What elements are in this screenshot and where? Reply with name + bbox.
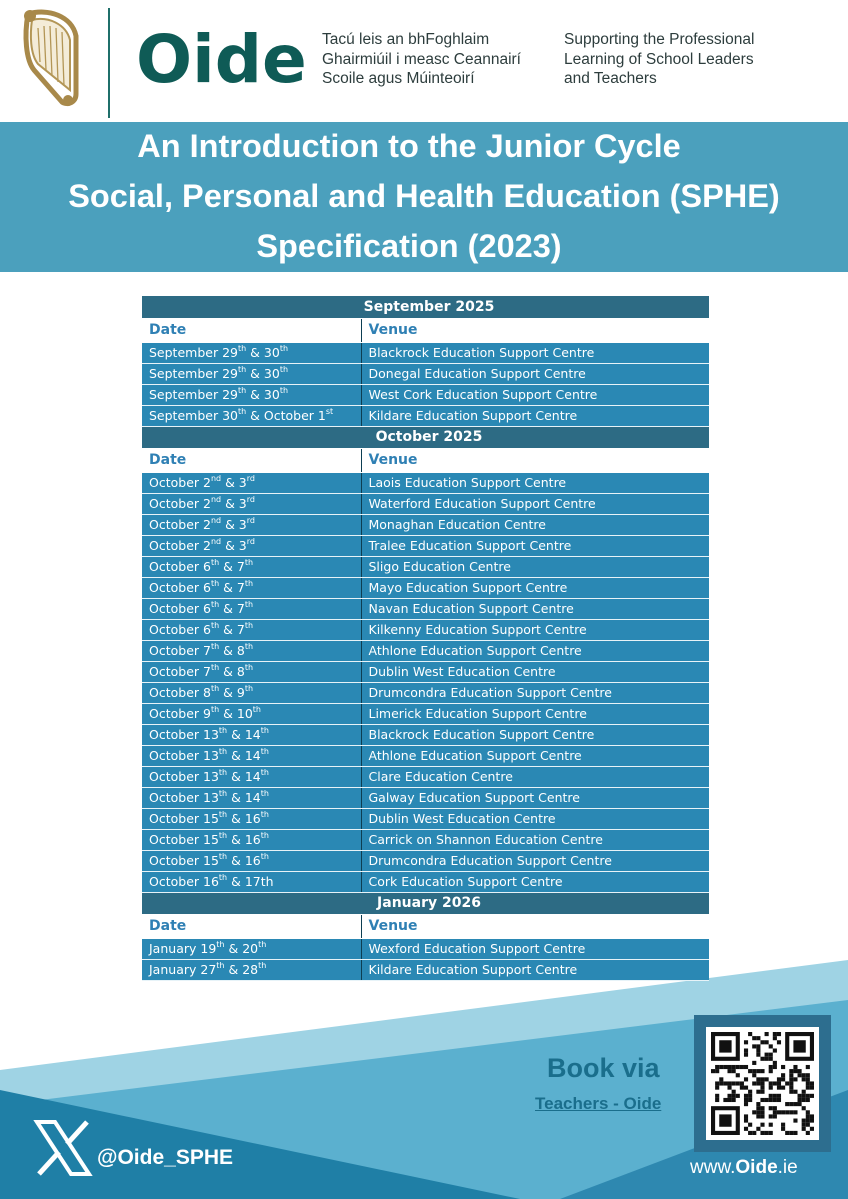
table-row [142,535,709,556]
venue-cell: Galway Education Support Centre [361,787,709,808]
venue-cell: Wexford Education Support Centre [361,938,709,959]
venue-cell: Dublin West Education Centre [361,808,709,829]
date-cell: October 13th & 14th [142,745,361,766]
venue-cell: Dublin West Education Centre [361,661,709,682]
social-handle[interactable]: @Oide_SPHE [97,1146,234,1169]
table-row [142,493,709,514]
venue-cell: Blackrock Education Support Centre [361,724,709,745]
venue-cell: Donegal Education Support Centre [361,363,709,384]
table-row [142,682,709,703]
date-cell: October 8th & 9th [142,682,361,703]
date-cell: October 13th & 14th [142,724,361,745]
table-row [142,577,709,598]
title-banner [0,122,848,272]
table-row [142,724,709,745]
table-row [142,829,709,850]
date-cell: January 27th & 28th [142,959,361,980]
month-header-row [142,296,709,318]
date-cell: October 15th & 16th [142,850,361,871]
date-cell: October 13th & 14th [142,766,361,787]
venue-cell: Drumcondra Education Support Centre [361,682,709,703]
venue-column-header: Venue [361,318,709,342]
venue-cell: Blackrock Education Support Centre [361,342,709,363]
book-via-label: Book via [547,1053,660,1083]
table-row [142,514,709,535]
venue-cell: Waterford Education Support Centre [361,493,709,514]
table-row [142,598,709,619]
qr-code-icon [711,1032,814,1135]
table-row [142,959,709,980]
tagline-irish-line: Ghairmiúil i measc Ceannairí [322,50,521,68]
date-cell: October 7th & 8th [142,661,361,682]
harp-logo-icon [18,6,84,110]
venue-cell: Monaghan Education Centre [361,514,709,535]
venue-cell: Cork Education Support Centre [361,871,709,892]
date-cell: September 29th & 30th [142,342,361,363]
tagline-english [564,30,754,89]
table-row [142,745,709,766]
table-row [142,703,709,724]
header [0,0,848,122]
table-row [142,850,709,871]
venue-cell: Navan Education Support Centre [361,598,709,619]
website-url[interactable] [690,1157,798,1179]
table-row [142,808,709,829]
table-row [142,619,709,640]
site-prefix: www. [690,1157,736,1178]
month-header-row [142,426,709,448]
table-row [142,405,709,426]
venue-cell: Sligo Education Centre [361,556,709,577]
x-logo-icon[interactable] [33,1118,93,1178]
date-column-header: Date [142,448,361,472]
tagline-irish-line: Tacú leis an bhFoghlaim [322,31,490,48]
date-cell: October 15th & 16th [142,829,361,850]
site-suffix: .ie [777,1157,798,1178]
month-header: September 2025 [142,296,709,318]
venue-cell: Kildare Education Support Centre [361,405,709,426]
qr-code-frame[interactable] [694,1015,831,1152]
table-row [142,384,709,405]
tagline-irish [322,30,521,89]
table-row [142,363,709,384]
date-cell: October 16th & 17th [142,871,361,892]
table-row [142,871,709,892]
table-row [142,766,709,787]
date-cell: January 19th & 20th [142,938,361,959]
venue-cell: Carrick on Shannon Education Centre [361,829,709,850]
date-cell: October 6th & 7th [142,577,361,598]
booking-link[interactable]: Teachers - Oide [535,1094,662,1113]
column-header-row [142,448,709,472]
venue-cell: Athlone Education Support Centre [361,640,709,661]
date-cell: October 7th & 8th [142,640,361,661]
tagline-english-line: Supporting the Professional [564,31,755,48]
venue-cell: Limerick Education Support Centre [361,703,709,724]
table-row [142,640,709,661]
title-line-2: Social, Personal and Health Education (SPHE) [68,178,780,214]
venue-cell: Kildare Education Support Centre [361,959,709,980]
venue-cell: Athlone Education Support Centre [361,745,709,766]
date-cell: October 2nd & 3rd [142,535,361,556]
month-header: January 2026 [142,892,709,914]
date-cell: October 9th & 10th [142,703,361,724]
site-brand: Oide [735,1157,778,1178]
date-cell: October 13th & 14th [142,787,361,808]
schedule-table [142,296,709,981]
table-row [142,938,709,959]
venue-column-header: Venue [361,914,709,938]
date-cell: September 29th & 30th [142,363,361,384]
venue-cell: Clare Education Centre [361,766,709,787]
header-divider [108,8,110,118]
month-header-row [142,892,709,914]
table-row [142,787,709,808]
date-cell: September 29th & 30th [142,384,361,405]
date-cell: October 6th & 7th [142,556,361,577]
venue-cell: Mayo Education Support Centre [361,577,709,598]
venue-column-header: Venue [361,448,709,472]
date-cell: October 6th & 7th [142,598,361,619]
tagline-english-line: Learning of School Leaders [564,50,754,68]
title-line-3: Specification (2023) [256,228,562,264]
date-cell: October 2nd & 3rd [142,514,361,535]
table-row [142,556,709,577]
date-cell: September 30th & October 1st [142,405,361,426]
title-line-1: An Introduction to the Junior Cycle [137,128,681,164]
date-column-header: Date [142,318,361,342]
date-column-header: Date [142,914,361,938]
table-row [142,472,709,493]
date-cell: October 6th & 7th [142,619,361,640]
table-row [142,661,709,682]
venue-cell: Kilkenny Education Support Centre [361,619,709,640]
column-header-row [142,318,709,342]
date-cell: October 15th & 16th [142,808,361,829]
venue-cell: Laois Education Support Centre [361,472,709,493]
date-cell: October 2nd & 3rd [142,472,361,493]
tagline-irish-line: Scoile agus Múinteoirí [322,70,475,87]
venue-cell: Drumcondra Education Support Centre [361,850,709,871]
table-row [142,342,709,363]
venue-cell: West Cork Education Support Centre [361,384,709,405]
month-header: October 2025 [142,426,709,448]
venue-cell: Tralee Education Support Centre [361,535,709,556]
tagline-english-line: and Teachers [564,70,657,87]
column-header-row [142,914,709,938]
brand-wordmark: Oide [136,21,307,98]
date-cell: October 2nd & 3rd [142,493,361,514]
